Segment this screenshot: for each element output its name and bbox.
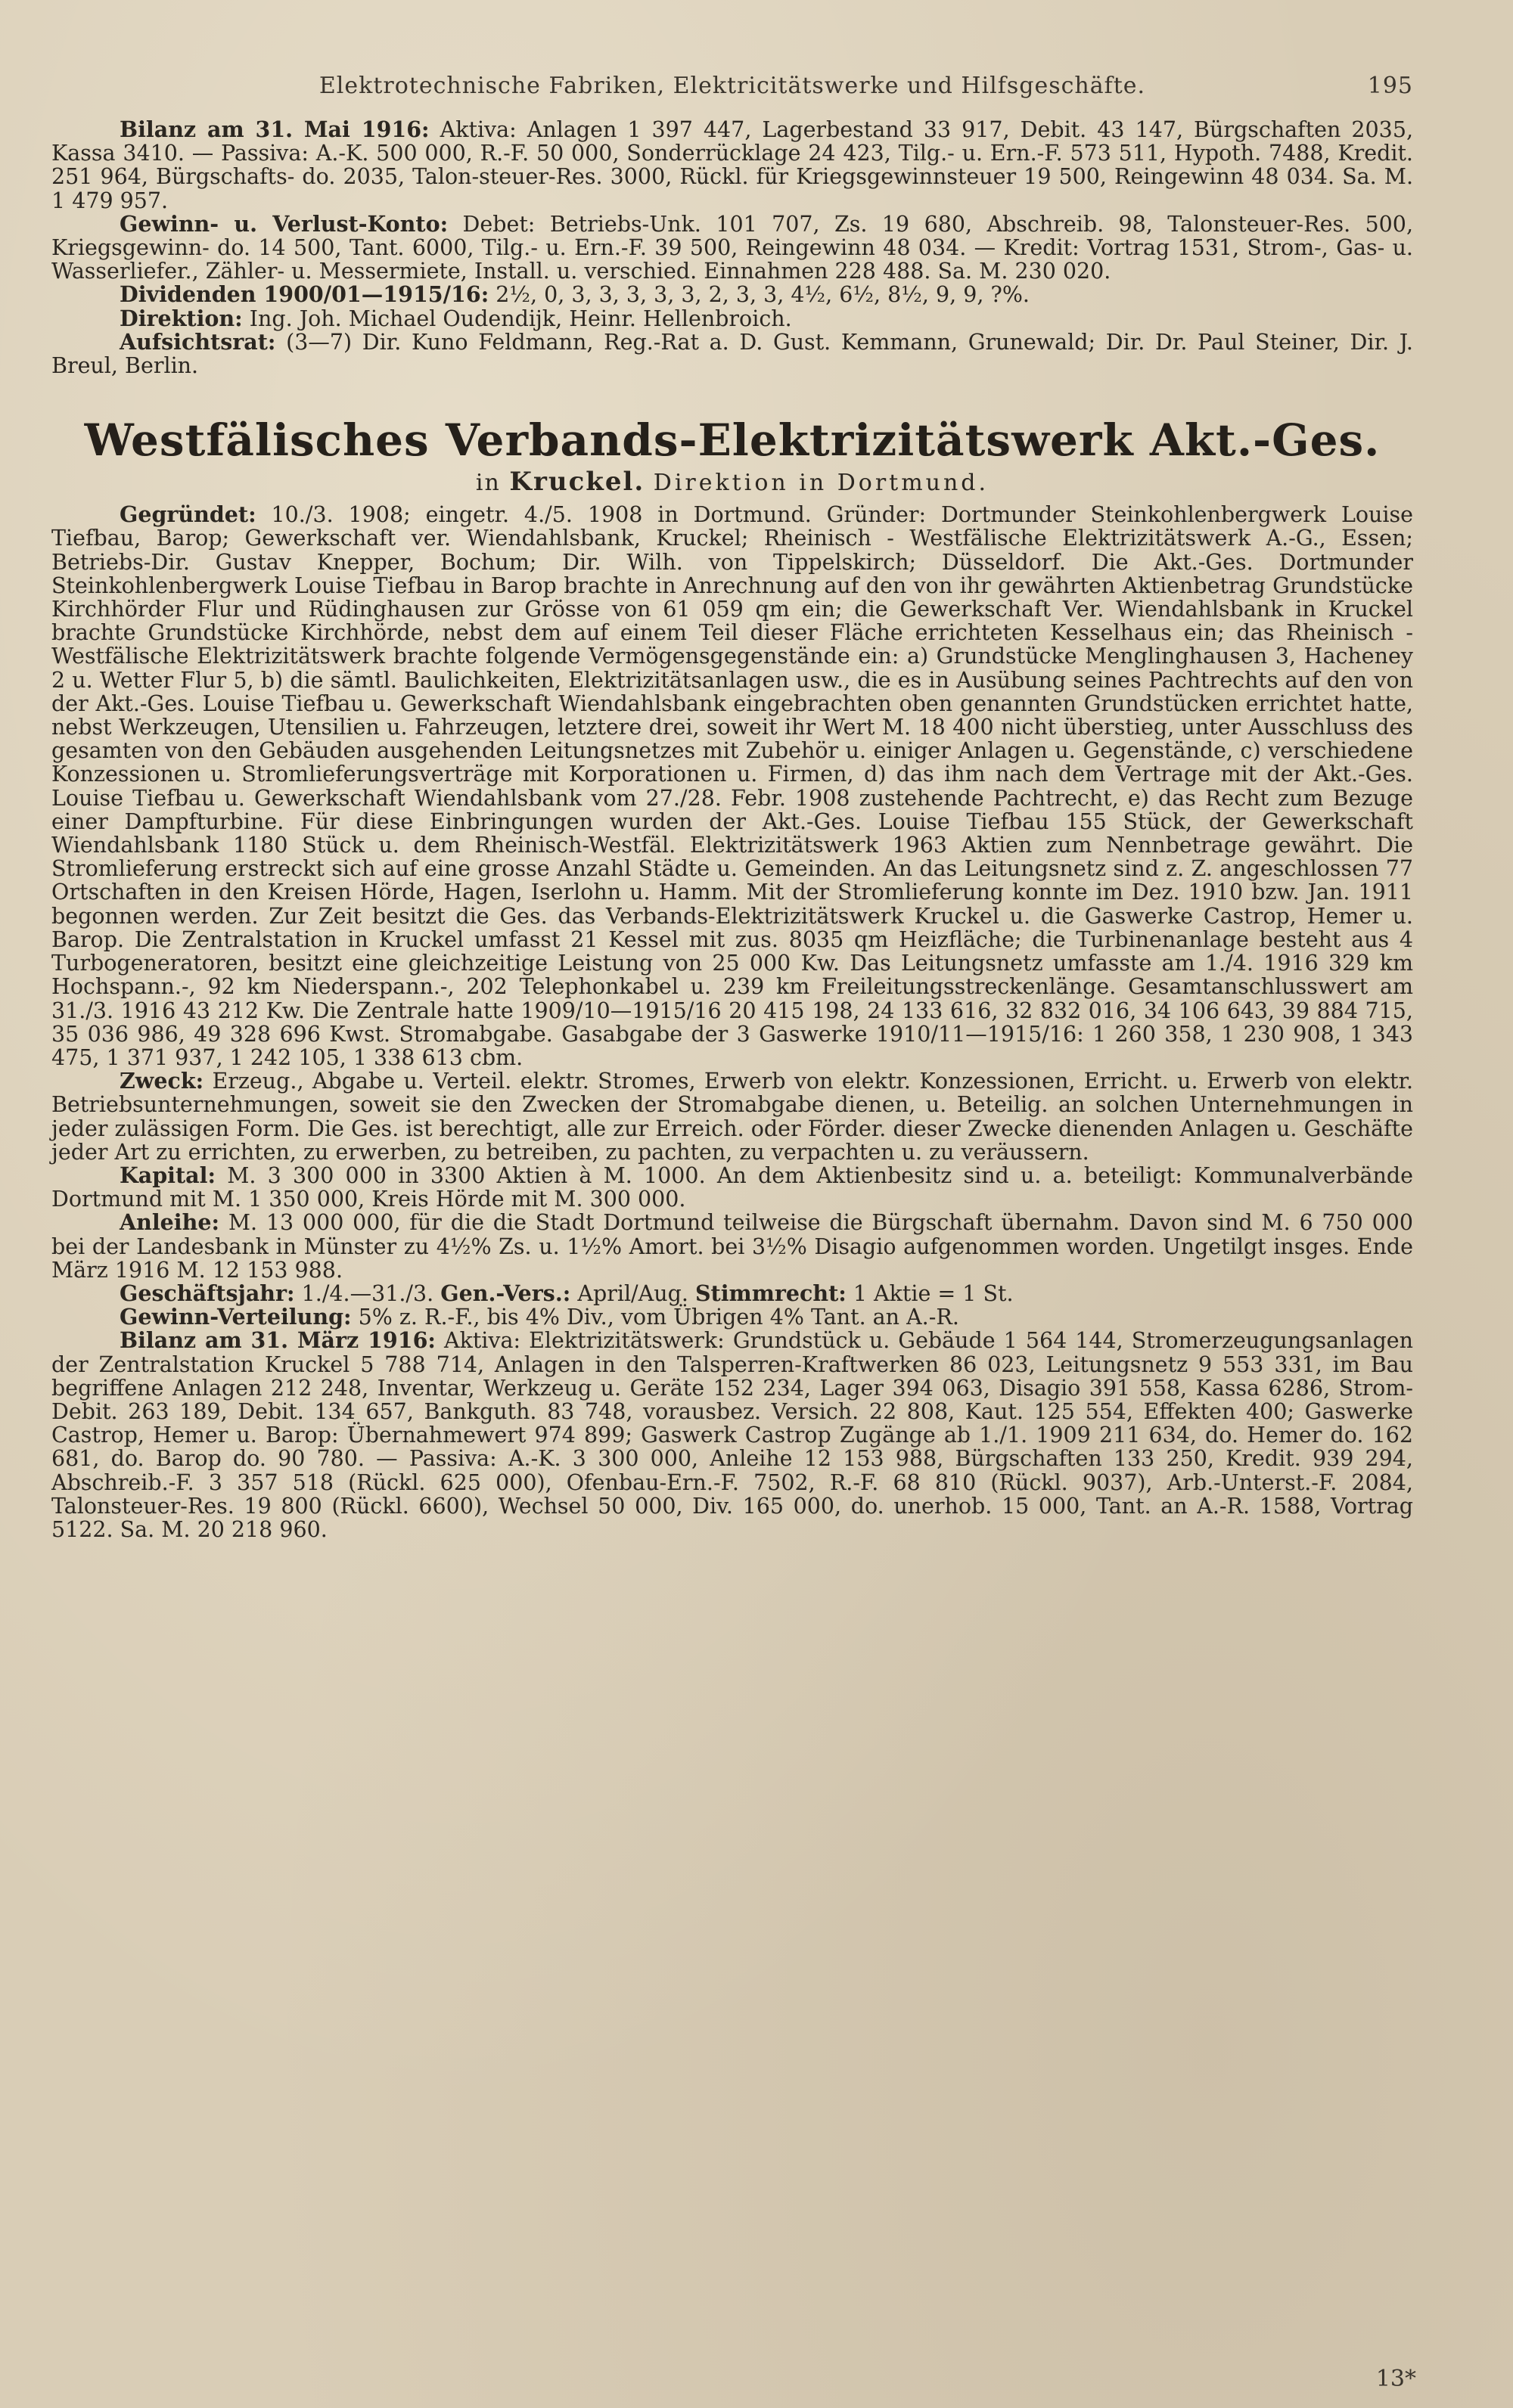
gegruendet-paragraph <box>51 503 1413 1069</box>
company-name: Westfälisches Verbands-Elektrizitätswerk Akt.-Ges. <box>84 414 1381 467</box>
bilanz-text: Aktiva: Elektrizitätswerk: Grundstück u. Gebäude 1 564 144, Stromerzeugungsanlagen der Zentralstation Kruckel 5 788 714, Anlagen in den Talsperren-Kraftwerken 86 023, Leitungsnetz 9 553 331, im Bau begriffene Anlagen 212 248, Inventar, Werkzeug u. Geräte 152 234, Lager 394 063, Disagio 391 558, Kassa 6286, Strom-Debit. 263 189, Debit. 134 657, Bankguth. 83 748, vorausbez. Versich. 22 808, Kaut. 125 554, Effekten 400; Gaswerke Castrop, Hemer u. Barop: Übernahmewert 974 899; Gaswerk Castrop Zugänge ab 1./1. 1909 211 634, do. Hemer do. 162 681, do. Barop do. 90 780. — Passiva: A.-K. 3 300 000, Anleihe 12 153 988, Bürgschaften 133 250, Kredit. 939 294, Abschreib.-F. 3 357 518 (Rückl. 625 000), Ofenbau-Ern.-F. 7502, R.-F. 68 810 (Rückl. 9037), Arb.-Unterst.-F. 2084, Talonsteuer-Res. 19 800 (Rückl. 6600), Wechsel 50 000, Div. 165 000, do. unerhob. 15 000, Tant. an A.-R. 1588, Vortrag 5122. Sa. M. 20 218 960. <box>51 1328 1413 1542</box>
anleihe-paragraph <box>51 1211 1413 1282</box>
prev-aufsichtsrat-label: Aufsichtsrat: <box>120 328 276 355</box>
stimmrecht-label: Stimmrecht: <box>694 1280 847 1306</box>
company-location <box>51 467 1413 498</box>
company-heading <box>51 414 1413 498</box>
prev-bilanz-paragraph <box>51 118 1413 213</box>
gegruendet-text: 10./3. 1908; eingetr. 4./5. 1908 in Dortmund. Gründer: Dortmunder Steinkohlenbergwerk Louise Tiefbau, Barop; Gewerkschaft ver. Wiendahlsbank, Kruckel; Rheinisch - Westfälische Elektrizitätswerk A.-G., Essen; Betriebs-Dir. Gustav Knepper, Bochum; Dir. Wilh. von Tippelskirch; Düsseldorf. Die Akt.-Ges. Dortmunder Steinkohlenbergwerk Louise Tiefbau in Barop brachte in Anrechnung auf den von ihr gewährten Aktienbetrag Grundstücke Kirchhörder Flur und Rüdinghausen zur Grösse von 61 059 qm ein; die Gewerkschaft Ver. Wiendahlsbank in Kruckel brachte Grundstücke Kirchhörde, nebst dem auf einem Teil dieser Fläche errichteten Kesselhaus ein; das Rheinisch - Westfälische Elektrizitätswerk brachte folgende Vermögensgegenstände ein: a) Grundstücke Menglinghausen 3, Hacheney 2 u. Wetter Flur 5, b) die sämtl. Baulichkeiten, Elektrizitätsanlagen usw., die es in Ausübung seines Pachtrechts auf den von der Akt.-Ges. Louise Tiefbau u. Gewerkschaft Wiendahlsbank eingebrachten oben genannten Grundstücken errichtet hatte, nebst Werkzeugen, Utensilien u. Fahrzeugen, letztere drei, soweit ihr Wert M. 18 400 nicht überstieg, unter Ausschluss des gesamten von den Gebäuden ausgehenden Leitungsnetzes mit Zubehör u. einiger Anlagen u. Gegenstände, c) verschiedene Konzessionen u. Stromlieferungsverträge mit Korporationen u. Firmen, d) das ihm nach dem Vertrage mit der Akt.-Ges. Louise Tiefbau u. Gewerkschaft Wiendahlsbank vom 27./28. Febr. 1908 zustehende Pachtrecht, e) das Recht zum Bezuge einer Dampfturbine. Für diese Einbringungen wurden der Akt.-Ges. Louise Tiefbau 155 Stück, der Gewerkschaft Wiendahlsbank 1180 Stück u. dem Rheinisch-Westfäl. Elektrizitätswerk 1963 Aktien zum Nennbetrage gewährt. Die Stromlieferung erstreckt sich auf eine grosse Anzahl Städte u. Gemeinden. An das Leitungsnetz sind z. Z. angeschlossen 77 Ortschaften in den Kreisen Hörde, Hagen, Iserlohn u. Hamm. Mit der Stromlieferung konnte im Dez. 1910 bzw. Jan. 1911 begonnen werden. Zur Zeit besitzt die Ges. das Verbands-Elektrizitätswerk Kruckel u. die Gaswerke Castrop, Hemer u. Barop. Die Zentralstation in Kruckel umfasst 21 Kessel mit zus. 8035 qm Heizfläche; die Turbinenanlage besteht aus 4 Turbogeneratoren, besitzt eine gleichzeitige Leistung von 25 000 Kw. Das Leitungsnetz umfasste am 1./4. 1916 329 km Hochspann.-, 92 km Niederspann.-, 202 Telephonkabel u. 239 km Freileitungsstreckenlänge. Gesamtanschlusswert am 31./3. 1916 43 212 Kw. Die Zentrale hatte 1909/10—1915/16 20 415 198, 24 133 616, 32 832 016, 34 106 643, 39 884 715, 35 036 986, 49 328 696 Kwst. Stromabgabe. Gasabgabe der 3 Gaswerke 1910/11—1915/16: 1 260 358, 1 230 908, 1 343 475, 1 371 937, 1 242 105, 1 338 613 cbm. <box>51 502 1413 1070</box>
bilanz-paragraph <box>51 1329 1413 1541</box>
zweck-label: Zweck: <box>120 1068 204 1094</box>
kapital-label: Kapital: <box>120 1162 216 1188</box>
prev-bilanz-text: Aktiva: Anlagen 1 397 447, Lagerbestand 33 917, Debit. 43 147, Bürgschaften 2035, Kassa 3410. — Passiva: A.-K. 500 000, R.-F. 50 000, Sonderrücklage 24 423, Tilg.- u. Ern.-F. 573 511, Hypoth. 7488, Kredit. 251 964, Bürgschafts- do. 2035, Talon-steuer-Res. 3000, Rückl. für Kriegsgewinnsteuer 19 500, Reingewinn 48 034. Sa. M. 1 479 957. <box>51 117 1414 213</box>
gewinnverteilung-text: 5% z. R.-F., bis 4% Div., vom Übrigen 4% Tant. an A.-R. <box>358 1305 959 1330</box>
zweck-paragraph <box>51 1069 1413 1164</box>
running-head <box>51 73 1413 118</box>
gegruendet-label: Gegründet: <box>120 501 256 528</box>
prev-dividenden-text: 2½, 0, 3, 3, 3, 3, 3, 2, 3, 3, 4½, 6½, 8½, 9, 9, ?%. <box>496 282 1030 308</box>
zweck-text: Erzeug., Abgabe u. Verteil. elektr. Stromes, Erwerb von elektr. Konzessionen, Erricht. u. Erwerb von elektr. Betriebsunternehmungen, soweit sie den Zwecken der Stromabgabe dienen, u. Beteilig. an solchen Unternehmungen in jeder zulässigen Form. Die Ges. ist berechtigt, alle zur Erreich. oder Förder. dieser Zwecke dienenden Anlagen u. Geschäfte jeder Art zu errichten, zu erwerben, zu betreiben, zu pachten, zu verpachten u. zu veräussern. <box>51 1069 1414 1165</box>
running-title: Elektrotechnische Fabriken, Elektricitätswerke und Hilfsgeschäfte. <box>318 73 1146 99</box>
gewinnverteilung-paragraph <box>51 1305 1413 1329</box>
bilanz-label: Bilanz am 31. März 1916: <box>120 1327 436 1354</box>
genvers-label: Gen.-Vers.: <box>440 1280 571 1306</box>
prev-gewinn-label: Gewinn- u. Verlust-Konto: <box>120 210 449 237</box>
prev-dividenden-paragraph <box>51 283 1413 306</box>
page <box>51 73 1413 1541</box>
stimmrecht-text: 1 Aktie = 1 St. <box>853 1280 1014 1306</box>
prev-gewinn-paragraph <box>51 210 1414 284</box>
prev-aufsichtsrat-text: (3—7) Dir. Kuno Feldmann, Reg.-Rat a. D. Gust. Kemmann, Grunewald; Dir. Dr. Paul Steiner, Dir. J. Breul, Berlin. <box>51 329 1413 379</box>
geschaeftsjahr-paragraph <box>51 1282 1413 1305</box>
location-prefix: in <box>475 470 501 497</box>
prev-direktion-text: Ing. Joh. Michael Oudendijk, Heinr. Hellenbroich. <box>249 306 792 331</box>
signature-mark: 13* <box>1375 2366 1416 2392</box>
kapital-text: M. 3 300 000 in 3300 Aktien à M. 1000. An dem Aktienbesitz sind u. a. beteiligt: Kommunalverbände Dortmund mit M. 1 350 000, Kreis Hörde mit M. 300 000. <box>51 1162 1413 1212</box>
prev-direktion-label: Direktion: <box>120 305 243 331</box>
kapital-paragraph <box>51 1164 1413 1211</box>
geschaeftsjahr-text: 1./4.—31./3. <box>301 1280 434 1306</box>
gewinnverteilung-label: Gewinn-Verteilung: <box>120 1304 352 1330</box>
location-town: Kruckel. <box>509 467 645 498</box>
direction-note: Direktion in Dortmund. <box>653 470 990 497</box>
prev-direktion-paragraph <box>51 307 1413 330</box>
page-number: 195 <box>1367 73 1413 99</box>
anleihe-label: Anleihe: <box>120 1209 219 1236</box>
anleihe-text: M. 13 000 000, für die die Stadt Dortmund teilweise die Bürgschaft übernahm. Davon sind M. 6 750 000 bei der Landesbank in Münster zu 4½% Zs. u. 1½% Amort. bei 3½% Disagio aufgenommen worden. Ungetilgt insges. Ende März 1916 M. 12 153 988. <box>51 1210 1413 1283</box>
prev-gewinn-text: Debet: Betriebs-Unk. 101 707, Zs. 19 680, Abschreib. 98, Talonsteuer-Res. 500, Kriegsgewinn- do. 14 500, Tant. 6000, Tilg.- u. Ern.-F. 39 500, Reingewinn 48 034. — Kredit: Vortrag 1531, Strom-, Gas- u. Wasserliefer., Zähler- u. Messermiete, Install. u. verschied. Einnahmen 228 488. Sa. M. 230 020. <box>51 211 1414 284</box>
prev-aufsichtsrat-paragraph <box>51 330 1413 377</box>
geschaeftsjahr-label: Geschäftsjahr: <box>120 1280 295 1306</box>
prev-dividenden-label: Dividenden 1900/01—1915/16: <box>120 281 489 308</box>
prev-bilanz-label: Bilanz am 31. Mai 1916: <box>120 116 430 142</box>
genvers-text: April/Aug. <box>577 1280 688 1306</box>
